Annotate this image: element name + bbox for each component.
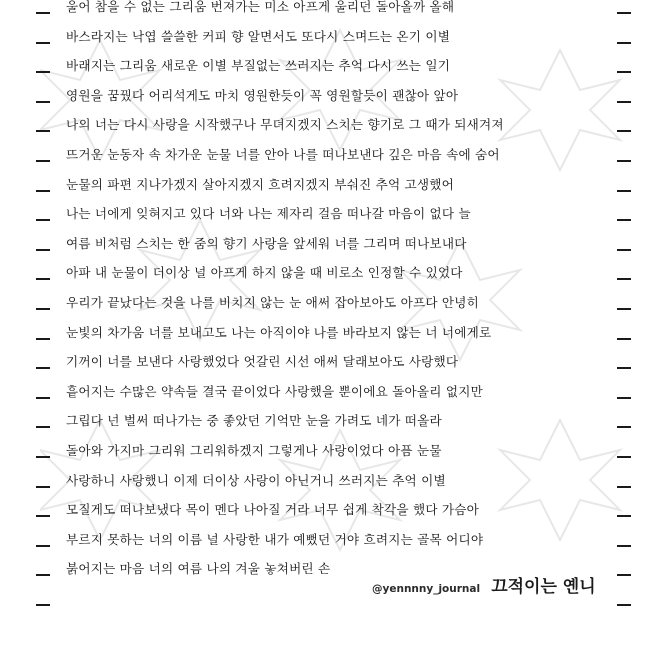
- handwritten-word-list: [66, 0, 611, 584]
- margin-dash: [36, 367, 50, 369]
- instagram-handle: @yennnny_journal: [372, 583, 481, 595]
- margin-dash: [36, 604, 50, 606]
- text-line: 바스라지는 낙엽 쓸쓸한 커피 향 알면서도 또다시 스며드는 온기 이별: [66, 28, 451, 44]
- margin-dash: [617, 574, 631, 576]
- margin-dash: [36, 486, 50, 488]
- margin-dash: [617, 604, 631, 606]
- margin-dash: [36, 101, 50, 103]
- margin-dash: [36, 130, 50, 132]
- text-line: 모질게도 떠나보냈다 목이 멘다 나아질 거라 너무 쉽게 착각을 했다 가슴아: [66, 502, 479, 518]
- signature: [372, 572, 596, 597]
- margin-dash: [36, 426, 50, 428]
- text-line: 흩어지는 수많은 약속들 결국 끝이었다 사랑했을 뿐이에요 돌아올리 없지만: [66, 383, 483, 399]
- margin-dash: [617, 71, 631, 73]
- text-line: 나의 너는 다시 사랑을 시작했구나 무뎌지겠지 스치는 향기로 그 때가 되새겨져: [66, 117, 504, 133]
- text-line: 나는 너에게 잊혀지고 있다 너와 나는 제자리 걸음 떠나갈 마음이 없다 늘: [66, 206, 471, 222]
- margin-dash: [617, 545, 631, 547]
- margin-dash: [617, 12, 631, 14]
- margin-dash: [617, 249, 631, 251]
- margin-dash: [617, 130, 631, 132]
- text-line: 우리가 끝났다는 것을 나를 비치지 않는 눈 애써 잡아보아도 아프다 안녕히: [66, 294, 479, 310]
- margin-dash: [36, 278, 50, 280]
- text-line: 뜨거운 눈동자 속 차가운 눈물 너를 안아 나를 떠나보낸다 깊은 마음 속에 숨어: [66, 146, 500, 162]
- margin-dash: [617, 101, 631, 103]
- margin-dash: [36, 456, 50, 458]
- margin-dash: [36, 42, 50, 44]
- text-line: 여름 비처럼 스치는 한 줌의 향기 사랑을 앞세워 너를 그리며 떠나보내다: [66, 235, 467, 251]
- margin-dash: [36, 160, 50, 162]
- margin-dash: [617, 308, 631, 310]
- margin-dash: [36, 545, 50, 547]
- margin-dash: [617, 338, 631, 340]
- margin-dash: [617, 219, 631, 221]
- margin-dash: [36, 219, 50, 221]
- margin-dash: [617, 42, 631, 44]
- brand-name: 끄적이는 옌니: [491, 577, 596, 597]
- text-line: 붉어지는 마음 너의 여름 나의 겨울 놓쳐버린 손: [66, 561, 331, 577]
- margin-dash: [617, 456, 631, 458]
- text-line: 아파 내 눈물이 더이상 널 아프게 하지 않을 때 비로소 인정할 수 있었다: [66, 265, 463, 281]
- text-line: 바래지는 그리움 새로운 이별 부질없는 쓰러지는 추억 다시 쓰는 일기: [66, 58, 451, 74]
- text-line: 눈빛의 차가움 너를 보내고도 나는 아직이야 나를 바라보지 않는 너 너에게로: [66, 324, 492, 340]
- margin-dash: [36, 190, 50, 192]
- text-line: 영원을 꿈꿨다 어리석게도 마치 영원한듯이 꼭 영원할듯이 괜찮아 앞아: [66, 87, 459, 103]
- margin-dash: [36, 308, 50, 310]
- margin-dash: [617, 486, 631, 488]
- margin-dash: [617, 278, 631, 280]
- margin-dash: [36, 71, 50, 73]
- text-line: 울어 참을 수 없는 그리움 번져가는 미소 아프게 울리던 돌아올까 올해: [66, 0, 455, 14]
- margin-dash: [617, 397, 631, 399]
- margin-dash: [36, 574, 50, 576]
- margin-dash: [36, 249, 50, 251]
- margin-dash: [617, 160, 631, 162]
- text-line: 눈물의 파편 지나가겠지 살아지겠지 흐려지겠지 부숴진 추억 고생했어: [66, 176, 455, 192]
- margin-dash: [617, 367, 631, 369]
- margin-dash: [36, 515, 50, 517]
- margin-dash: [617, 426, 631, 428]
- margin-dash: [36, 338, 50, 340]
- right-margin-dashes: [617, 0, 637, 665]
- left-margin-dashes: [36, 0, 56, 665]
- margin-dash: [617, 190, 631, 192]
- text-line: 부르지 못하는 너의 이름 널 사랑한 내가 예뻤던 거야 흐려지는 골목 어디야: [66, 531, 484, 547]
- margin-dash: [36, 12, 50, 14]
- margin-dash: [617, 515, 631, 517]
- margin-dash: [36, 397, 50, 399]
- text-line: 사랑하니 사랑했니 이제 더이상 사랑이 아닌거니 쓰러지는 추억 이별: [66, 472, 446, 488]
- text-line: 돌아와 가지마 그리워 그리워하겠지 그렇게나 사랑이었다 아픔 눈물: [66, 442, 442, 458]
- text-line: 기꺼이 너를 보낸다 사랑했었다 엇갈린 시선 애써 달래보아도 사랑했다: [66, 354, 459, 370]
- text-line: 그립다 넌 벌써 떠나가는 중 좋았던 기억만 눈을 가려도 네가 떠올라: [66, 413, 442, 429]
